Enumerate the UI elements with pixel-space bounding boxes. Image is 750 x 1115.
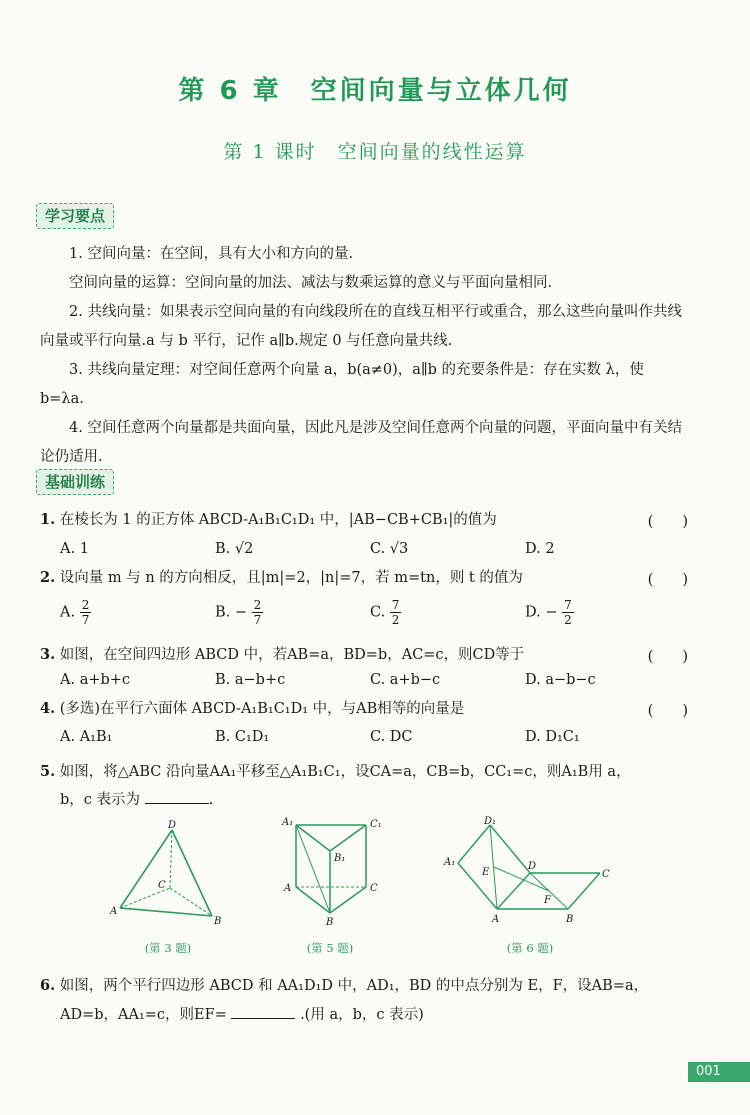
edge-a1a — [458, 863, 497, 909]
figure-6-parallelograms — [440, 815, 620, 930]
question-6-line-2 — [60, 1003, 710, 1027]
option-d: D. D₁C₁ — [525, 729, 580, 745]
question-number: 5. — [40, 763, 56, 780]
label-f: F — [544, 895, 551, 906]
denominator: 2 — [391, 613, 400, 627]
figure-3-caption: (第 3 题) — [144, 941, 192, 955]
key-point-3: 3. 共线向量定理：对空间任意两个向量 a，b(a≠0)，a∥b 的充要条件是：存在实数 λ，使 b=λa. — [40, 362, 644, 407]
numerator: 7 — [391, 598, 400, 612]
label-b: B — [326, 917, 334, 928]
question-stem: 如图，两个平行四边形 ABCD 和 AA₁D₁D 中，AD₁，BD 的中点分别为 E，F，设AB=a， — [59, 978, 649, 994]
chapter-title: 第 6 章 空间向量与立体几何 — [178, 76, 572, 106]
answer-blank[interactable] — [231, 1018, 295, 1019]
option-a: A. A₁B₁ — [60, 729, 113, 745]
segment-ad1 — [490, 825, 497, 909]
question-number: 1. — [40, 511, 56, 528]
fraction — [562, 598, 574, 627]
option-c: C. a+b−c — [370, 672, 441, 688]
numerator: 2 — [81, 598, 90, 612]
option-prefix: C. — [370, 604, 386, 621]
edge-d1d — [490, 825, 530, 873]
label-b: B — [566, 914, 574, 925]
answer-paren: ( ) — [647, 649, 688, 665]
label-c1: C₁ — [370, 819, 382, 830]
label-d: D — [168, 820, 177, 831]
label-a: A — [284, 883, 292, 894]
edge-dc — [170, 830, 172, 888]
edge-cb — [330, 887, 366, 913]
option-d — [525, 598, 574, 627]
key-point-2: 2. 共线向量：如果表示空间向量的有向线段所在的直线互相平行或重合，那么这些向量叫作共线向量或平行向量.a 与 b 平行，记作 a∥b.规定 0 与任意向量共线. — [40, 304, 682, 349]
option-prefix: D. − — [525, 604, 558, 621]
question-5-line-2: b，c 表示为 . — [60, 792, 214, 808]
option-prefix: A. — [60, 604, 76, 621]
question-stem-cont: b，c 表示为 — [60, 792, 141, 808]
option-a — [60, 598, 91, 627]
answer-blank[interactable] — [145, 803, 209, 804]
fraction — [80, 598, 92, 627]
answer-paren: ( ) — [647, 572, 688, 588]
question-number: 3. — [40, 646, 56, 663]
option-b: B. C₁D₁ — [215, 729, 270, 745]
label-c: C — [370, 883, 378, 894]
denominator: 7 — [253, 613, 262, 627]
label-e: E — [482, 867, 490, 878]
numerator: 7 — [564, 598, 572, 612]
option-d: D. 2 — [525, 541, 555, 557]
label-b1: B₁ — [334, 853, 346, 864]
option-a: A. 1 — [60, 541, 89, 557]
question-stem: 设向量 m 与 n 的方向相反，且|m|=2，|n|=7，若 m=tn，则 t 的值为 — [59, 570, 523, 586]
key-point-1-ops: 空间向量的运算：空间向量的加法、减法与数乘运算的意义与平面向量相同. — [69, 275, 553, 291]
key-point-1: 1. 空间向量：在空间，具有大小和方向的量. — [69, 246, 354, 262]
question-3 — [40, 643, 690, 667]
edge-ad — [497, 873, 530, 909]
question-2 — [40, 566, 690, 590]
lesson-title: 第 1 课时 空间向量的线性运算 — [223, 141, 527, 163]
section-label-basic-training: 基础训练 — [36, 469, 114, 495]
question-number: 4. — [40, 700, 56, 717]
figure-3-tetrahedron — [100, 818, 230, 938]
label-b: B — [214, 916, 222, 927]
edge-da — [120, 830, 172, 908]
option-c — [370, 598, 401, 627]
option-a: A. a+b+c — [60, 672, 131, 688]
question-stem: 如图，在空间四边形 ABCD 中，若AB=a，BD=b，AC=c，则CD等于 — [59, 647, 525, 663]
label-d: D — [528, 861, 537, 872]
figure-5-caption: (第 5 题) — [306, 941, 354, 955]
option-b: B. a−b+c — [215, 672, 286, 688]
label-c: C — [158, 880, 166, 891]
question-1 — [40, 508, 690, 532]
question-6 — [40, 974, 690, 998]
label-d1: D₁ — [484, 816, 497, 827]
question-stem-cont: AD=b，AA₁=c，则EF= — [60, 1007, 227, 1023]
fraction — [390, 598, 402, 627]
edge-ab — [120, 908, 212, 916]
option-prefix: B. − — [215, 604, 248, 621]
option-d: D. a−b−c — [525, 672, 596, 688]
segment-ef — [494, 867, 549, 891]
answer-paren: ( ) — [647, 514, 688, 530]
numerator: 2 — [253, 598, 262, 612]
question-number: 2. — [40, 569, 56, 586]
option-b — [215, 598, 263, 627]
label-a: A — [110, 906, 118, 917]
question-number: 6. — [40, 977, 56, 994]
denominator: 2 — [564, 613, 572, 627]
option-b: B. √2 — [215, 541, 254, 557]
fraction — [252, 598, 264, 627]
question-4 — [40, 697, 690, 721]
edge-d1a1 — [458, 825, 490, 863]
section-label-key-points: 学习要点 — [36, 203, 114, 229]
key-point-4: 4. 空间任意两个向量都是共面向量，因此凡是涉及空间任意两个向量的问题，平面向量中有关结论仍适用. — [40, 420, 682, 465]
question-stem: 在棱长为 1 的正方体 ABCD-A₁B₁C₁D₁ 中，|AB−CB+CB₁|的值为 — [59, 512, 497, 528]
page-number: 001 — [688, 1062, 750, 1082]
edge-cb — [568, 873, 600, 909]
label-a: A — [492, 914, 500, 925]
figure-6-caption: (第 6 题) — [506, 941, 554, 955]
question-stem-tail: .(用 a，b，c 表示) — [300, 1007, 424, 1023]
question-stem: 如图，将△ABC 沿向量AA₁平移至△A₁B₁C₁，设CA=a，CB=b，CC₁=c，则A₁B用 a， — [59, 764, 631, 780]
label-a1: A₁ — [282, 817, 294, 828]
label-c: C — [602, 869, 610, 880]
label-a1: A₁ — [444, 857, 456, 868]
figure-5-prism — [280, 815, 390, 930]
question-stem: (多选)在平行六面体 ABCD-A₁B₁C₁D₁ 中，与AB相等的向量是 — [59, 701, 465, 717]
edge-c1b1 — [330, 825, 366, 851]
question-5 — [40, 760, 690, 784]
answer-paren: ( ) — [647, 703, 688, 719]
option-c: C. √3 — [370, 541, 409, 557]
option-c: C. DC — [370, 729, 413, 745]
denominator: 7 — [81, 613, 90, 627]
